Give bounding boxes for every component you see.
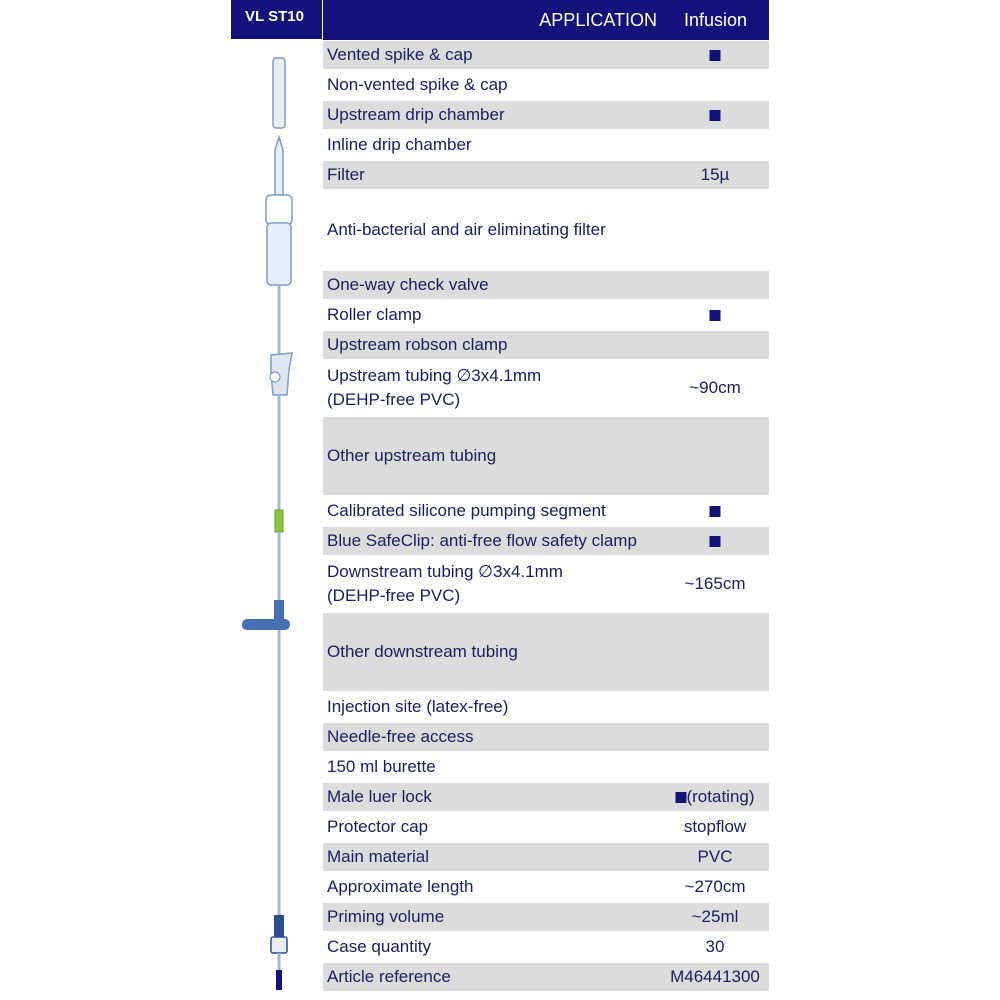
spec-label: Main material <box>327 847 430 866</box>
model-code: VL ST10 <box>245 8 304 25</box>
spec-row <box>323 131 769 161</box>
spec-value-text: 30 <box>705 937 725 956</box>
spec-label: Upstream tubing ∅3x4.1mm (DEHP-free PVC) <box>327 366 542 409</box>
spec-value-text: ~270cm <box>684 877 746 896</box>
included-mark-icon <box>675 792 686 803</box>
application-label: APPLICATION <box>539 10 657 30</box>
spec-label: Approximate length <box>327 877 474 896</box>
spec-row <box>323 557 769 613</box>
spec-label: Other downstream tubing <box>327 642 518 661</box>
spec-label: Other upstream tubing <box>327 446 497 465</box>
spec-value <box>670 967 760 987</box>
spec-label: Downstream tubing ∅3x4.1mm (DEHP-free PVC) <box>327 562 563 605</box>
spec-row <box>323 813 769 843</box>
spec-label: Non-vented spike & cap <box>327 75 508 94</box>
spec-value <box>701 165 730 185</box>
spec-value <box>692 907 739 927</box>
spec-label: Roller clamp <box>327 305 422 324</box>
spec-table <box>323 41 769 993</box>
spec-label: Priming volume <box>327 907 445 926</box>
spec-label: Upstream robson clamp <box>327 335 508 354</box>
spec-value <box>689 378 741 398</box>
spec-row <box>323 783 769 813</box>
spec-value <box>706 937 725 957</box>
application-value: Infusion <box>683 10 747 30</box>
spec-label: Blue SafeClip: anti-free flow safety clamp <box>327 531 637 550</box>
model-code-tab <box>231 0 322 39</box>
included-mark-icon <box>710 536 721 547</box>
spec-label: Inline drip chamber <box>327 135 472 154</box>
spec-label: Male luer lock <box>327 787 432 806</box>
spec-row <box>323 361 769 417</box>
spec-label: Upstream drip chamber <box>327 105 505 124</box>
included-mark-icon <box>710 506 721 517</box>
spec-row <box>323 963 769 993</box>
spec-label: Filter <box>327 165 365 184</box>
spec-row <box>323 613 769 693</box>
spec-row <box>323 903 769 933</box>
spec-label: Article reference <box>327 967 451 986</box>
spec-row <box>323 71 769 101</box>
included-mark-icon <box>710 50 721 61</box>
spec-row <box>323 723 769 753</box>
spec-value <box>675 787 754 807</box>
infusion-set-diagram-icon <box>240 55 320 995</box>
spec-value-text: ~90cm <box>689 378 741 397</box>
spec-row <box>323 933 769 963</box>
spec-row <box>323 693 769 723</box>
spec-value <box>685 877 746 897</box>
spec-row <box>323 331 769 361</box>
spec-value <box>684 817 746 837</box>
spec-value <box>710 105 721 125</box>
spec-value <box>710 531 721 551</box>
spec-label: Needle-free access <box>327 727 474 746</box>
spec-row <box>323 101 769 131</box>
spec-row <box>323 753 769 783</box>
spec-label: Calibrated silicone pumping segment <box>327 501 606 520</box>
spec-value-text: PVC <box>697 847 733 866</box>
spec-value <box>710 45 721 65</box>
spec-value <box>710 501 721 521</box>
spec-row <box>323 191 769 271</box>
included-mark-icon <box>710 310 721 321</box>
spec-label: Vented spike & cap <box>327 45 473 64</box>
spec-value-text: ~165cm <box>684 574 746 593</box>
included-mark-icon <box>710 110 721 121</box>
spec-row <box>323 417 769 497</box>
spec-row <box>323 843 769 873</box>
spec-value <box>710 305 721 325</box>
spec-value-text: M46441300 <box>670 967 760 986</box>
spec-label: 150 ml burette <box>327 757 436 776</box>
spec-label: One-way check valve <box>327 275 489 294</box>
spec-row <box>323 301 769 331</box>
spec-value <box>698 847 733 867</box>
spec-value <box>685 574 746 594</box>
table-header <box>323 0 769 40</box>
spec-value-text: (rotating) <box>686 787 755 806</box>
spec-value-text: stopflow <box>683 817 747 836</box>
spec-row <box>323 527 769 557</box>
spec-row <box>323 271 769 301</box>
spec-row <box>323 41 769 71</box>
spec-row <box>323 497 769 527</box>
spec-label: Protector cap <box>327 817 429 836</box>
spec-value-text: 15µ <box>700 165 730 184</box>
spec-label: Injection site (latex-free) <box>327 697 509 716</box>
spec-label: Case quantity <box>327 937 431 956</box>
spec-row <box>323 161 769 191</box>
spec-value-text: ~25ml <box>691 907 739 926</box>
spec-row <box>323 873 769 903</box>
spec-label: Anti-bacterial and air eliminating filter <box>327 220 606 239</box>
